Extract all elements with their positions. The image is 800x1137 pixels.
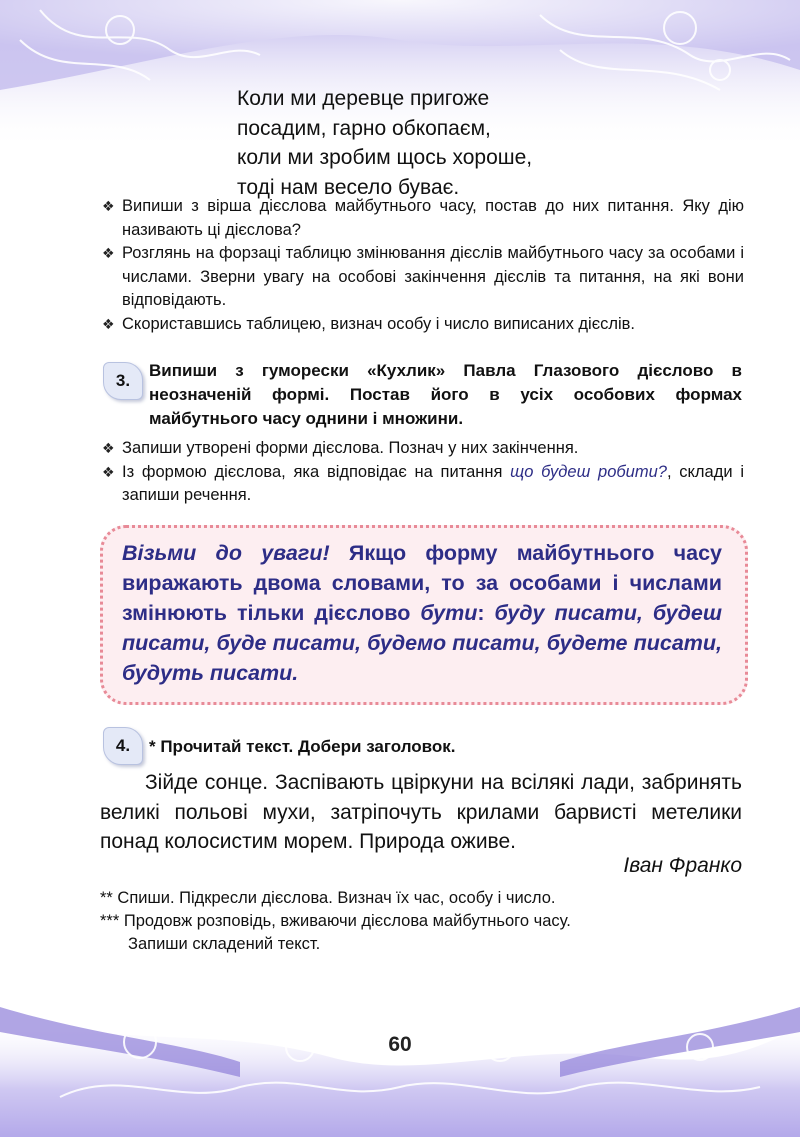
subtask-line: *** Продовж розповідь, вживаючи дієслова майбутнього часу. bbox=[100, 912, 571, 930]
task-4-text: * Прочитай текст. Добери заголовок. bbox=[149, 737, 456, 756]
task-3-subtasks bbox=[102, 437, 744, 508]
text-author: Іван Франко bbox=[623, 854, 742, 877]
note-colon: : bbox=[477, 601, 495, 625]
list-item bbox=[102, 461, 744, 508]
poem-line: коли ми зробим щось хороше, bbox=[237, 146, 533, 169]
diamond-bullet-icon: ❖ bbox=[102, 440, 115, 456]
note-verb: бути bbox=[420, 601, 478, 625]
subtask-line: ** Спиши. Підкресли дієслова. Визнач їх час, особу і число. bbox=[100, 889, 556, 907]
attention-note-text bbox=[122, 538, 722, 688]
list-item bbox=[102, 242, 744, 313]
note-heading: Візьми до уваги! bbox=[122, 541, 330, 565]
list-item bbox=[102, 195, 744, 242]
bottom-ornament bbox=[0, 987, 800, 1137]
poem-tasks-list bbox=[102, 195, 744, 336]
poem bbox=[237, 84, 532, 202]
poem-line: посадим, гарно обкопаєм, bbox=[237, 116, 491, 140]
list-item-text: Випиши з вірша дієслова майбутнього часу, постав до них питання. Яку дію називають ці дієслова? bbox=[122, 197, 744, 239]
task-number-badge: 3. bbox=[103, 362, 143, 400]
poem-line: тоді нам весело буває. bbox=[237, 175, 460, 199]
diamond-bullet-icon: ❖ bbox=[102, 315, 115, 332]
diamond-bullet-icon: ❖ bbox=[102, 463, 115, 480]
question-phrase: що будеш робити? bbox=[510, 462, 667, 481]
diamond-bullet-icon: ❖ bbox=[102, 245, 115, 261]
list-item-text: Розглянь на форзаці таблицю змінювання дієслів майбутнього часу за особами і числами. Зверни увагу на особові закінчення дієслів та питання, на які вони відповідають. bbox=[122, 244, 744, 309]
list-item-text: Із формою дієслова, яка відповідає на питання bbox=[122, 462, 511, 481]
list-item-text: Запиши утворені форми дієслова. Познач у них закінчення. bbox=[122, 439, 579, 457]
list-item-text: , склади і запиши речення. bbox=[122, 462, 744, 504]
page-number: 60 bbox=[388, 1033, 412, 1056]
task-number-badge: 4. bbox=[103, 727, 143, 765]
task-3-text: Випиши з гуморески «Кухлик» Павла Глазового дієслово в неозначеній формі. Постав його в усіх особових формах майбутнього часу однини і множини. bbox=[149, 361, 742, 428]
list-item-text: Скориставшись таблицею, визнач особу і число виписаних дієслів. bbox=[122, 314, 636, 333]
list-item bbox=[102, 313, 744, 337]
subtask-line: Запиши складений текст. bbox=[128, 935, 321, 953]
note-examples: буду писати, будеш писати, буде писати, будемо писати, будете писати, будуть писати. bbox=[122, 601, 722, 685]
reading-text: Зійде сонце. Заспівають цвіркуни на всілякі лади, забринять великі польові мухи, затріпочуть крилами барвисті метелики понад колосистим морем. Природа оживе. bbox=[100, 771, 742, 853]
list-item bbox=[102, 437, 744, 461]
note-body: Якщо форму майбутнього часу виражають двома словами, то за особами і числами змінюють тільки дієслово bbox=[122, 541, 722, 625]
poem-line: Коли ми деревце пригоже bbox=[237, 87, 490, 110]
diamond-bullet-icon: ❖ bbox=[102, 198, 115, 214]
